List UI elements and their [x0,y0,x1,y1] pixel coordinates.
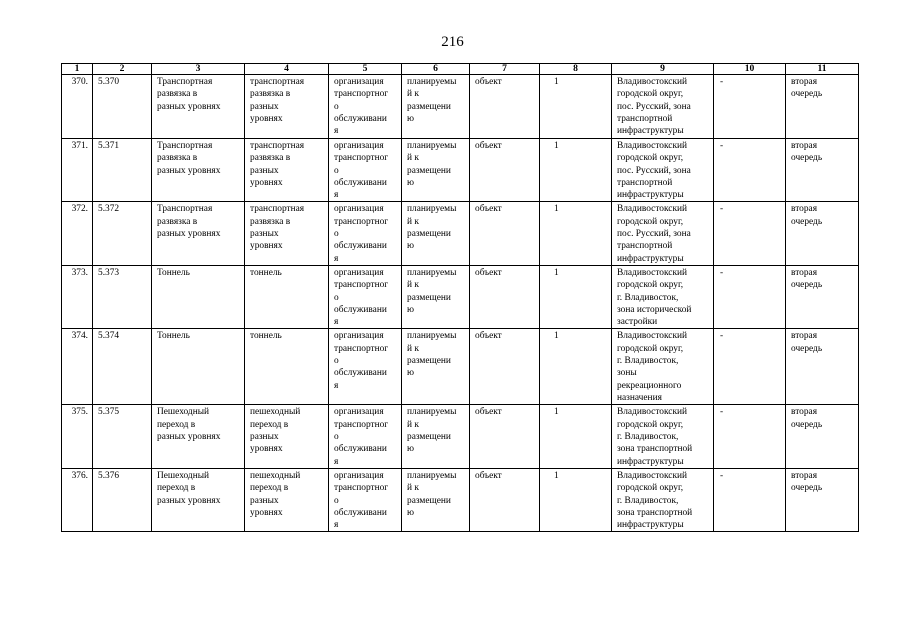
stage-cell-line: вторая [791,407,818,418]
purpose-cell-line: обслуживани [334,113,387,124]
status-cell [402,468,470,531]
location-cell-line: городской округ, [617,216,684,227]
purpose-cell-line: я [334,190,339,201]
object-type-cell [245,202,329,265]
row-number-cell: 375. [62,405,93,468]
count-cell: 1 [540,75,612,139]
row-number-cell: 373. [62,265,93,328]
column-header: 4 [245,64,329,75]
location-cell-line: Владивостокский [617,407,688,418]
stage-cell-line: очередь [791,483,823,494]
location-cell-line: г. Владивосток, [617,292,679,303]
count-cell: 1 [540,265,612,328]
object-name-cell-line: Пешеходный [157,407,210,418]
stage-cell [786,468,859,531]
location-cell-line: транспортной [617,177,673,188]
status-cell-line: планируемы [407,407,457,418]
status-cell [402,265,470,328]
object-type-cell-line: разных [250,165,279,176]
stage-cell-line: вторая [791,77,818,87]
status-cell-line: й к [407,419,419,430]
status-cell [402,75,470,139]
purpose-cell-line: транспортног [334,153,389,164]
status-cell-line: ю [407,241,415,252]
location-cell-line: застройки [617,317,658,328]
purpose-cell [329,468,402,531]
purpose-cell-line: я [334,253,339,264]
object-type-cell [245,329,329,405]
kind-cell: объект [470,139,540,202]
object-type-cell [245,75,329,139]
stage-cell-line: очередь [791,216,823,227]
purpose-cell-line: о [334,495,339,506]
table-row [62,329,859,405]
status-cell-line: размещени [407,356,451,367]
purpose-cell-line: о [334,292,339,303]
kind-cell: объект [470,265,540,328]
register-table [61,63,859,532]
page-number: 216 [441,34,464,50]
purpose-cell [329,329,402,405]
purpose-cell [329,405,402,468]
status-cell-line: ю [407,444,415,455]
table-row [62,202,859,265]
status-cell-line: ю [407,113,415,124]
location-cell-line: г. Владивосток, [617,432,679,443]
status-cell-line: ю [407,304,415,315]
location-cell-line: зона транспортной [617,507,693,518]
stage-cell-line: вторая [791,331,818,342]
purpose-cell-line: организация [334,141,384,151]
column-header: 5 [329,64,402,75]
status-cell-line: ю [407,368,415,379]
purpose-cell-line: я [334,520,339,531]
stage-cell-line: очередь [791,343,823,354]
purpose-cell-line: я [334,126,339,137]
object-name-cell-line: Транспортная [157,204,213,215]
location-cell-line: городской округ, [617,419,684,430]
purpose-cell-line: транспортног [334,343,389,354]
table-row [62,75,859,139]
object-type-cell-line: уровнях [250,507,283,518]
location-cell-line: инфраструктуры [617,253,684,264]
purpose-cell [329,75,402,139]
location-cell-line: инфраструктуры [617,190,684,201]
status-cell-line: планируемы [407,141,457,151]
table-body [62,75,859,532]
location-cell-line: зона исторической [617,304,692,315]
purpose-cell-line: я [334,456,339,467]
table-row [62,405,859,468]
purpose-cell-line: организация [334,470,384,481]
object-name-cell [152,139,245,202]
location-cell [612,405,714,468]
location-cell-line: Владивостокский [617,470,688,481]
object-name-cell-line: разных уровнях [157,165,221,176]
status-cell-line: й к [407,280,419,291]
object-type-cell-line: разных [250,432,279,443]
column-header: 6 [402,64,470,75]
object-name-cell-line: разных уровнях [157,432,221,443]
location-cell-line: назначения [617,392,662,403]
purpose-cell-line: обслуживани [334,177,387,188]
purpose-cell-line: транспортног [334,280,389,291]
count-cell: 1 [540,405,612,468]
location-cell-line: транспортной [617,241,673,252]
column-header: 2 [93,64,152,75]
purpose-cell-line: транспортног [334,216,389,227]
stage-cell-line: очередь [791,89,823,100]
location-cell [612,265,714,328]
row-number-cell: 376. [62,468,93,531]
location-cell-line: инфраструктуры [617,126,684,137]
table-row [62,265,859,328]
object-type-cell-line: развязка в [250,89,291,100]
purpose-cell-line: обслуживани [334,368,387,379]
location-cell-line: городской округ, [617,89,684,100]
row-number-cell: 374. [62,329,93,405]
zone-cell: - [714,329,786,405]
object-type-cell-line: транспортная [250,77,305,87]
status-cell-line: планируемы [407,267,457,278]
location-cell-line: пос. Русский, зона [617,101,691,112]
stage-cell-line: очередь [791,153,823,164]
object-name-cell [152,75,245,139]
purpose-cell-line: о [334,101,339,112]
table-row [62,139,859,202]
object-type-cell [245,405,329,468]
kind-cell: объект [470,329,540,405]
kind-cell: объект [470,75,540,139]
purpose-cell-line: организация [334,267,384,278]
location-cell-line: Владивостокский [617,204,688,215]
zone-cell: - [714,202,786,265]
object-name-cell [152,265,245,328]
object-name-cell [152,202,245,265]
status-cell-line: й к [407,216,419,227]
object-name-cell [152,405,245,468]
object-type-cell [245,139,329,202]
location-cell [612,329,714,405]
stage-cell-line: вторая [791,141,818,151]
purpose-cell-line: транспортног [334,89,389,100]
row-number-cell: 372. [62,202,93,265]
status-cell-line: размещени [407,165,451,176]
object-name-cell-line: разных уровнях [157,101,221,112]
object-type-cell-line: развязка в [250,153,291,164]
object-type-cell-line: тоннель [250,331,282,342]
status-cell-line: й к [407,343,419,354]
purpose-cell-line: о [334,432,339,443]
location-cell [612,468,714,531]
object-name-cell-line: переход в [157,483,196,494]
count-cell: 1 [540,139,612,202]
object-type-cell-line: разных [250,229,279,240]
column-header: 3 [152,64,245,75]
purpose-cell-line: обслуживани [334,444,387,455]
purpose-cell-line: транспортног [334,483,389,494]
purpose-cell-line: обслуживани [334,304,387,315]
kind-cell: объект [470,468,540,531]
object-code-cell: 5.375 [93,405,152,468]
object-type-cell-line: развязка в [250,216,291,227]
status-cell-line: планируемы [407,204,457,215]
object-type-cell-line: уровнях [250,177,283,188]
stage-cell [786,75,859,139]
object-name-cell-line: переход в [157,419,196,430]
location-cell-line: Владивостокский [617,141,688,151]
object-name-cell-line: разных уровнях [157,495,221,506]
location-cell [612,139,714,202]
purpose-cell-line: организация [334,77,384,87]
location-cell-line: Владивостокский [617,331,688,342]
row-number-cell: 371. [62,139,93,202]
zone-cell: - [714,139,786,202]
object-type-cell [245,265,329,328]
status-cell-line: й к [407,483,419,494]
object-name-cell-line: Пешеходный [157,470,210,481]
column-header: 7 [470,64,540,75]
object-code-cell: 5.372 [93,202,152,265]
object-name-cell [152,468,245,531]
status-cell-line: ю [407,177,415,188]
object-type-cell-line: транспортная [250,204,305,215]
object-code-cell: 5.370 [93,75,152,139]
purpose-cell [329,139,402,202]
location-cell-line: транспортной [617,113,673,124]
status-cell-line: планируемы [407,470,457,481]
object-name-cell-line: Тоннель [157,331,190,342]
header-row [62,64,859,75]
object-type-cell-line: переход в [250,419,289,430]
purpose-cell [329,202,402,265]
status-cell-line: размещени [407,101,451,112]
purpose-cell-line: обслуживани [334,507,387,518]
column-header: 11 [786,64,859,75]
column-header: 9 [612,64,714,75]
object-type-cell-line: транспортная [250,141,305,151]
purpose-cell-line: о [334,356,339,367]
location-cell-line: городской округ, [617,343,684,354]
stage-cell-line: вторая [791,267,818,278]
location-cell-line: городской округ, [617,280,684,291]
object-name-cell-line: развязка в [157,89,198,100]
location-cell-line: городской округ, [617,483,684,494]
purpose-cell-line: организация [334,204,384,215]
stage-cell [786,329,859,405]
status-cell-line: планируемы [407,77,457,87]
object-name-cell-line: разных уровнях [157,229,221,240]
stage-cell-line: очередь [791,419,823,430]
location-cell-line: зоны [617,368,637,379]
status-cell-line: размещени [407,432,451,443]
location-cell-line: городской округ, [617,153,684,164]
object-type-cell [245,468,329,531]
location-cell-line: рекреационного [617,380,682,391]
object-name-cell-line: Транспортная [157,141,213,151]
stage-cell-line: вторая [791,470,818,481]
status-cell [402,329,470,405]
kind-cell: объект [470,405,540,468]
count-cell: 1 [540,468,612,531]
purpose-cell-line: организация [334,331,384,342]
object-name-cell-line: развязка в [157,153,198,164]
status-cell [402,405,470,468]
status-cell [402,202,470,265]
object-type-cell-line: тоннель [250,267,282,278]
object-type-cell-line: пешеходный [250,470,301,481]
column-header: 10 [714,64,786,75]
object-type-cell-line: уровнях [250,241,283,252]
status-cell-line: размещени [407,495,451,506]
stage-cell [786,202,859,265]
status-cell [402,139,470,202]
location-cell-line: Владивостокский [617,77,688,87]
purpose-cell-line: о [334,165,339,176]
location-cell-line: инфраструктуры [617,520,684,531]
column-header: 8 [540,64,612,75]
status-cell-line: планируемы [407,331,457,342]
location-cell [612,75,714,139]
stage-cell [786,139,859,202]
count-cell: 1 [540,202,612,265]
stage-cell-line: вторая [791,204,818,215]
location-cell-line: пос. Русский, зона [617,229,691,240]
location-cell-line: зона транспортной [617,444,693,455]
object-type-cell-line: разных [250,101,279,112]
status-cell-line: й к [407,153,419,164]
object-code-cell: 5.371 [93,139,152,202]
location-cell-line: г. Владивосток, [617,356,679,367]
object-code-cell: 5.376 [93,468,152,531]
table-row [62,468,859,531]
object-name-cell-line: Тоннель [157,267,190,278]
status-cell-line: й к [407,89,419,100]
object-type-cell-line: разных [250,495,279,506]
object-code-cell: 5.374 [93,329,152,405]
status-cell-line: ю [407,507,415,518]
purpose-cell-line: я [334,317,339,328]
purpose-cell-line: о [334,229,339,240]
object-name-cell-line: Транспортная [157,77,213,87]
count-cell: 1 [540,329,612,405]
location-cell-line: инфраструктуры [617,456,684,467]
purpose-cell-line: я [334,380,339,391]
status-cell-line: размещени [407,229,451,240]
stage-cell-line: очередь [791,280,823,291]
purpose-cell-line: обслуживани [334,241,387,252]
stage-cell [786,265,859,328]
kind-cell: объект [470,202,540,265]
object-name-cell-line: развязка в [157,216,198,227]
row-number-cell: 370. [62,75,93,139]
purpose-cell-line: транспортног [334,419,389,430]
status-cell-line: размещени [407,292,451,303]
zone-cell: - [714,468,786,531]
zone-cell: - [714,405,786,468]
location-cell-line: Владивостокский [617,267,688,278]
purpose-cell [329,265,402,328]
object-code-cell: 5.373 [93,265,152,328]
object-type-cell-line: уровнях [250,444,283,455]
purpose-cell-line: организация [334,407,384,418]
object-type-cell-line: переход в [250,483,289,494]
location-cell [612,202,714,265]
object-type-cell-line: уровнях [250,113,283,124]
location-cell-line: пос. Русский, зона [617,165,691,176]
column-header: 1 [62,64,93,75]
object-name-cell [152,329,245,405]
zone-cell: - [714,265,786,328]
stage-cell [786,405,859,468]
location-cell-line: г. Владивосток, [617,495,679,506]
object-type-cell-line: пешеходный [250,407,301,418]
zone-cell: - [714,75,786,139]
